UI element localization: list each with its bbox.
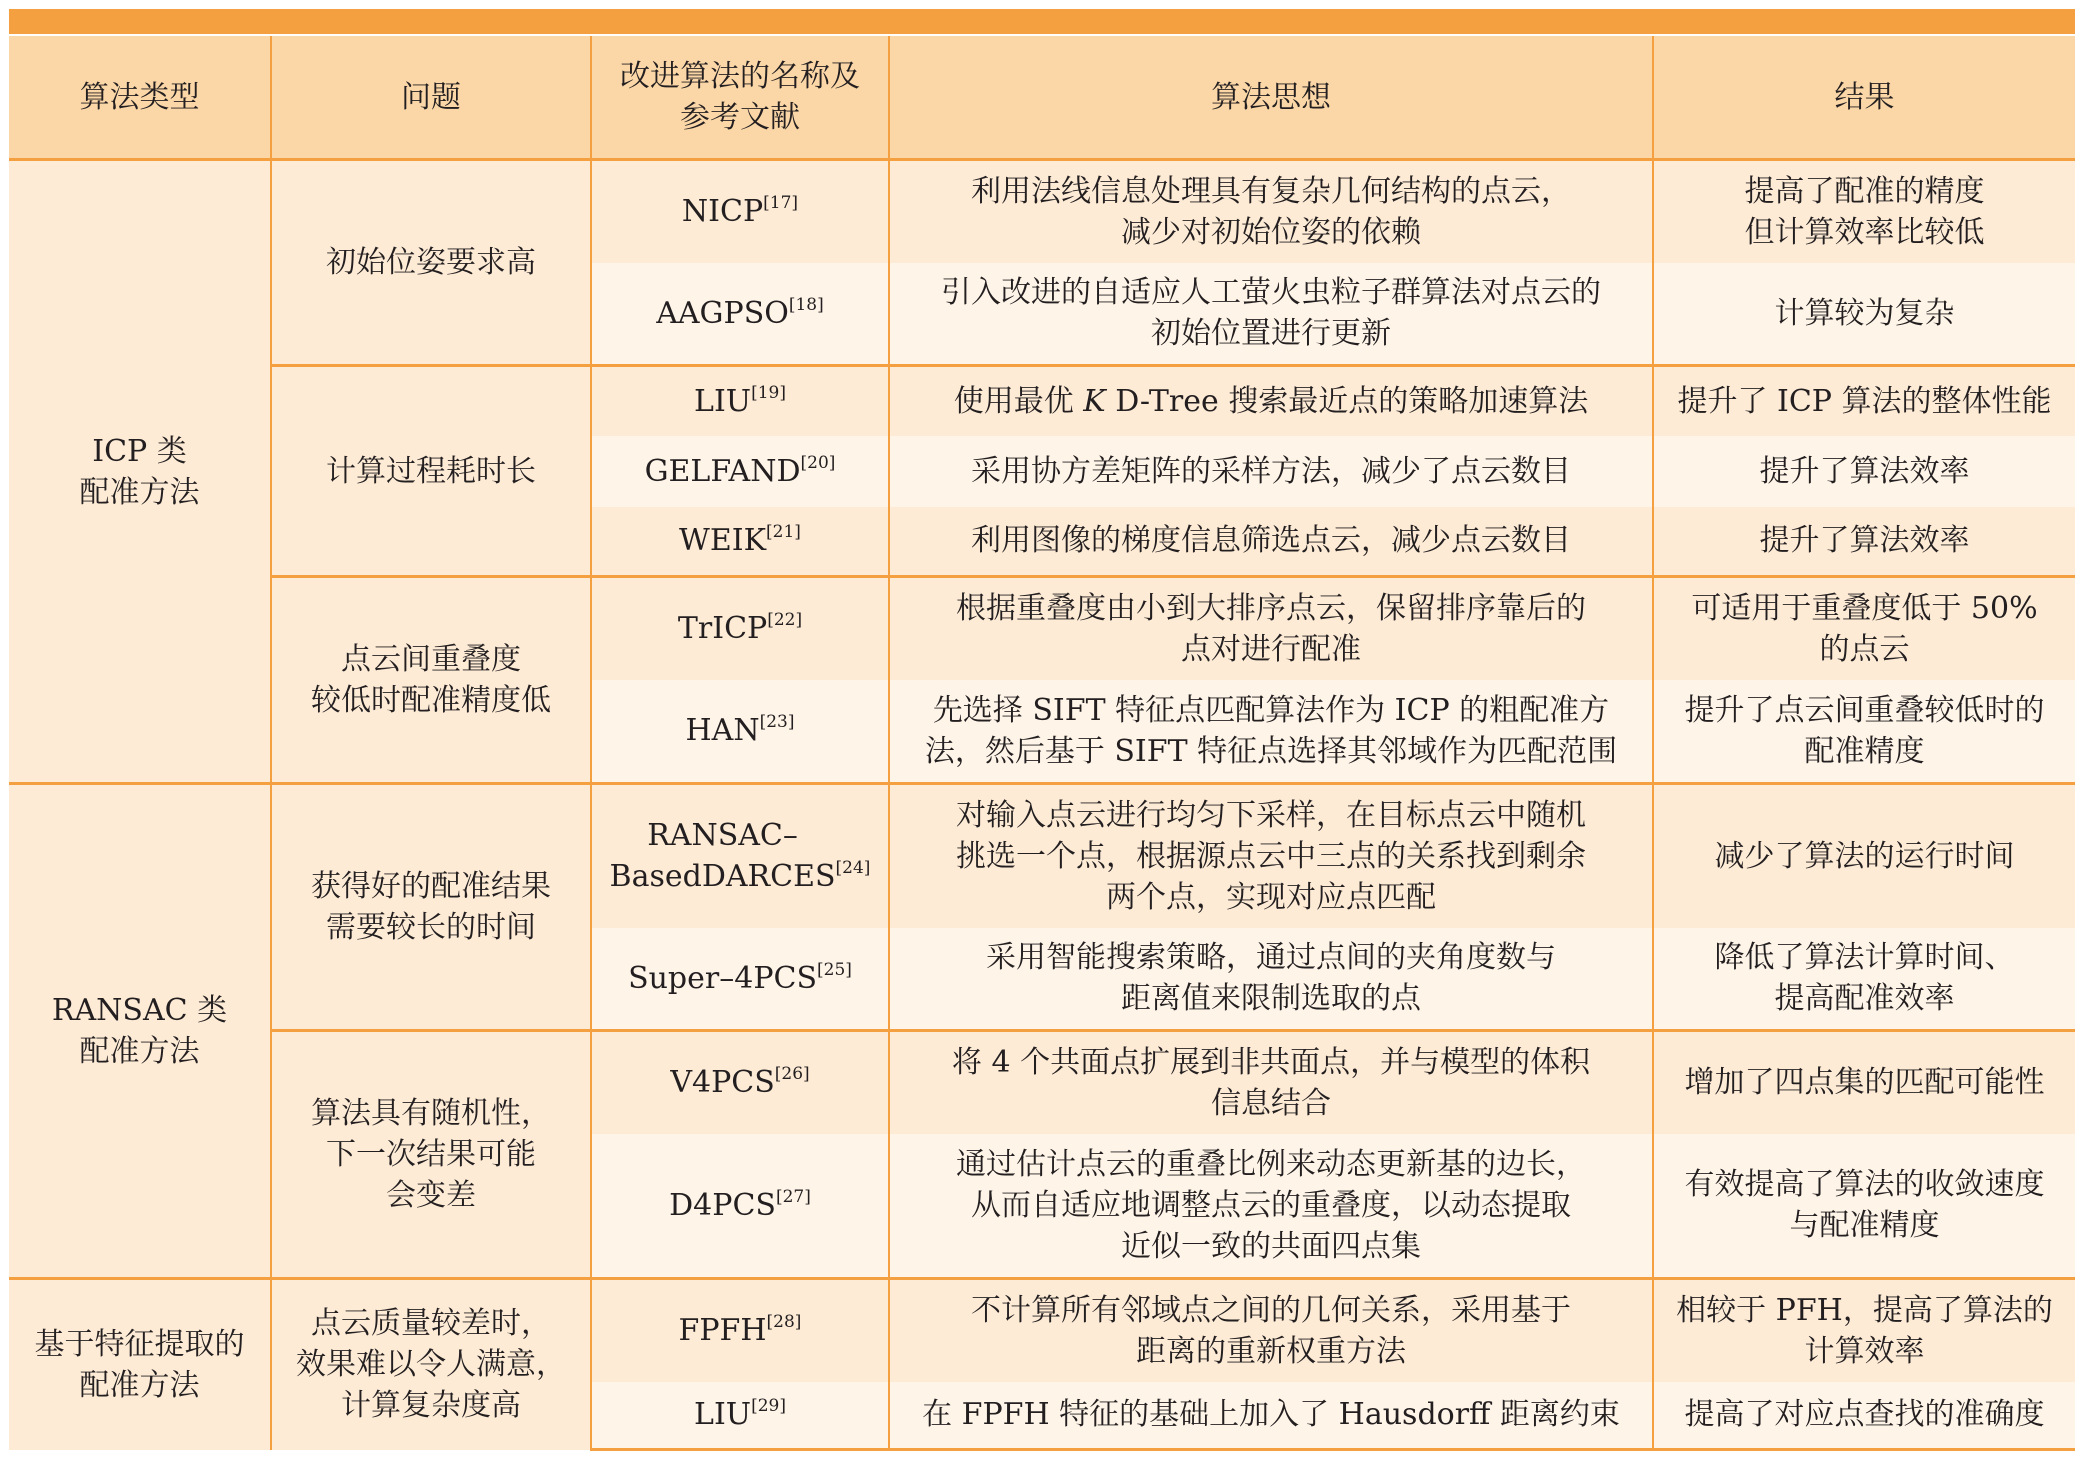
problem-cell <box>271 1031 591 1279</box>
header-improved-algorithm <box>591 36 889 160</box>
table-row <box>9 1031 2075 1134</box>
algorithm-name-cell: WEIK[21] <box>591 507 889 577</box>
algorithm-name-cell: LIU[19] <box>591 366 889 436</box>
text-line: 提升了 ICP 算法的整体性能 <box>1677 383 2052 419</box>
algorithm-idea-cell <box>889 1031 1653 1134</box>
algorithm-idea-cell <box>889 1279 1653 1382</box>
result-cell <box>1653 507 2075 577</box>
algorithm-idea-cell <box>889 680 1653 784</box>
text-line: 减少对初始位姿的依赖 <box>1121 214 1421 250</box>
header-algorithm-idea <box>889 36 1653 160</box>
text-line: 近似一致的共面四点集 <box>1121 1228 1421 1264</box>
algorithm-name-cell: RANSAC– BasedDARCES [24] <box>591 784 889 928</box>
text-line: 较低时配准精度低 <box>311 683 551 718</box>
text-line: 与配准精度 <box>1789 1208 1940 1244</box>
result-cell <box>1653 1382 2075 1450</box>
text-line: RANSAC 类 <box>51 993 228 1028</box>
text-line: 点云间重叠度 <box>341 642 521 677</box>
text-line: 提升了算法效率 <box>1759 453 1970 489</box>
result-cell <box>1653 577 2075 680</box>
text-line: 计算复杂度高 <box>341 1388 521 1424</box>
result-cell <box>1653 928 2075 1031</box>
text-line: 引入改进的自适应人工萤火虫粒子群算法对点云的 <box>941 275 1601 311</box>
text-line: 点云质量较差时， <box>311 1306 551 1342</box>
text-line: 对输入点云进行均匀下采样，在目标点云中随机 <box>956 797 1586 833</box>
text-line: 配准方法 <box>79 1367 200 1403</box>
text-line: 会变差 <box>386 1178 476 1213</box>
problem-cell <box>271 1279 591 1450</box>
text-line: 问题 <box>401 79 461 115</box>
table-row <box>9 160 2075 263</box>
text-line: 可适用于重叠度低于 50% <box>1691 590 2038 626</box>
text-line: 降低了算法计算时间、 <box>1714 940 2015 976</box>
algorithm-name-cell: Super–4PCS[25] <box>591 928 889 1031</box>
text-line: 两个点，实现对应点匹配 <box>1106 879 1436 915</box>
text-line: 法，然后基于 SIFT 特征点选择其邻域作为匹配范围 <box>924 733 1618 769</box>
result-cell <box>1653 160 2075 263</box>
problem-cell <box>271 160 591 366</box>
text-line: 配准方法 <box>79 1034 200 1069</box>
text-line: 有效提高了算法的收敛速度 <box>1684 1167 2045 1203</box>
text-line: 采用智能搜索策略，通过点间的夹角度数与 <box>986 940 1556 976</box>
comparison-table-container <box>9 9 2075 1451</box>
algorithm-name-cell: LIU[29] <box>591 1382 889 1450</box>
text-line: 提高配准效率 <box>1774 981 1955 1017</box>
problem-cell <box>271 366 591 577</box>
table-row <box>9 577 2075 680</box>
text-line: 基于特征提取的 <box>34 1326 245 1362</box>
algorithm-idea-cell <box>889 784 1653 928</box>
text-line: 参考文献 <box>680 100 800 135</box>
text-line: 点对进行配准 <box>1181 631 1361 667</box>
text-line: 先选择 SIFT 特征点匹配算法作为 ICP 的粗配准方 <box>932 692 1610 728</box>
algorithm-name-cell: HAN[23] <box>591 680 889 784</box>
algorithm-comparison-table <box>9 36 2075 1451</box>
algorithm-name-cell: GELFAND[20] <box>591 436 889 507</box>
text-line: 效果难以令人满意， <box>296 1347 566 1383</box>
algorithm-idea-cell <box>889 928 1653 1031</box>
text-line: 结果 <box>1834 79 1895 115</box>
result-cell <box>1653 436 2075 507</box>
algorithm-name-cell: D4PCS[27] <box>591 1134 889 1279</box>
text-line: 计算较为复杂 <box>1774 295 1955 331</box>
text-line: 利用图像的梯度信息筛选点云，减少点云数目 <box>971 523 1571 559</box>
text-line: 减少了算法的运行时间 <box>1714 838 2015 874</box>
text-line: 改进算法的名称及 <box>620 59 860 94</box>
algorithm-idea-cell <box>889 436 1653 507</box>
result-cell <box>1653 263 2075 366</box>
algorithm-type-cell <box>9 1279 271 1450</box>
algorithm-name-cell: FPFH[28] <box>591 1279 889 1382</box>
text-line: 从而自适应地调整点云的重叠度，以动态提取 <box>971 1187 1571 1223</box>
algorithm-type-cell <box>9 784 271 1279</box>
text-line: 采用协方差矩阵的采样方法，减少了点云数目 <box>971 453 1571 489</box>
algorithm-name-cell: AAGPSO[18] <box>591 263 889 366</box>
algorithm-idea-cell <box>889 507 1653 577</box>
text-line: 增加了四点集的匹配可能性 <box>1684 1065 2045 1101</box>
text-line: 但计算效率比较低 <box>1744 214 1985 250</box>
algorithm-name-cell: TrICP[22] <box>591 577 889 680</box>
text-line: 的点云 <box>1819 631 1910 667</box>
text-line: 初始位姿要求高 <box>326 245 536 280</box>
text-line: 根据重叠度由小到大排序点云，保留排序靠后的 <box>956 590 1586 626</box>
text-line: 提高了配准的精度 <box>1744 173 1985 209</box>
problem-cell <box>271 784 591 1031</box>
result-cell <box>1653 1134 2075 1279</box>
algorithm-name-cell: V4PCS[26] <box>591 1031 889 1134</box>
text-line: 配准精度 <box>1804 733 1925 769</box>
text-line: 计算过程耗时长 <box>326 453 536 489</box>
header-algorithm-type <box>9 36 271 160</box>
text-line: 不计算所有邻域点之间的几何关系，采用基于 <box>971 1292 1571 1328</box>
text-line: ICP 类 <box>92 433 187 469</box>
algorithm-idea-cell <box>889 1382 1653 1450</box>
problem-cell <box>271 577 591 784</box>
algorithm-type-cell <box>9 160 271 784</box>
header-result <box>1653 36 2075 160</box>
text-line: 提高了对应点查找的准确度 <box>1684 1397 2045 1433</box>
text-line: 计算效率 <box>1804 1333 1925 1369</box>
text-line: 算法具有随机性， <box>311 1096 551 1131</box>
text-line: 算法思想 <box>1211 79 1331 115</box>
header-problem <box>271 36 591 160</box>
table-row <box>9 366 2075 436</box>
result-cell <box>1653 784 2075 928</box>
header-row <box>9 36 2075 160</box>
text-line: 距离的重新权重方法 <box>1136 1333 1406 1369</box>
text-line: 提升了点云间重叠较低时的 <box>1684 692 2045 728</box>
table-top-rule <box>9 9 2075 36</box>
algorithm-idea-cell <box>889 160 1653 263</box>
text-line: 距离值来限制选取的点 <box>1121 981 1421 1017</box>
text-line: 将 4 个共面点扩展到非共面点，并与模型的体积 <box>951 1044 1591 1080</box>
text-line: 需要较长的时间 <box>326 910 536 945</box>
text-line: RANSAC– <box>647 818 798 854</box>
text-line: 获得好的配准结果 <box>311 869 551 904</box>
algorithm-idea-cell <box>889 1134 1653 1279</box>
algorithm-idea-cell: 使用最优 K D-Tree 搜索最近点的策略加速算法 <box>889 366 1653 436</box>
text-line: 利用法线信息处理具有复杂几何结构的点云， <box>971 173 1571 209</box>
text-line: 初始位置进行更新 <box>1151 316 1391 352</box>
text-line: 算法类型 <box>79 79 200 115</box>
text-line: 提升了算法效率 <box>1759 523 1970 559</box>
result-cell <box>1653 366 2075 436</box>
text-line: 通过估计点云的重叠比例来动态更新基的边长， <box>956 1146 1586 1182</box>
result-cell <box>1653 1031 2075 1134</box>
text-line: BasedDARCES <box>609 859 836 895</box>
text-line: 配准方法 <box>79 474 200 510</box>
result-cell <box>1653 1279 2075 1382</box>
text-line: 下一次结果可能 <box>326 1137 536 1172</box>
table-row <box>9 1279 2075 1382</box>
algorithm-name-cell: NICP[17] <box>591 160 889 263</box>
text-line: 在 FPFH 特征的基础上加入了 Hausdorff 距离约束 <box>922 1397 1620 1433</box>
result-cell <box>1653 680 2075 784</box>
algorithm-idea-cell <box>889 577 1653 680</box>
text-line: 挑选一个点，根据源点云中三点的关系找到剩余 <box>956 838 1586 874</box>
table-row <box>9 784 2075 928</box>
text-line: 相较于 PFH，提高了算法的 <box>1676 1292 2053 1328</box>
algorithm-idea-cell <box>889 263 1653 366</box>
text-line: 信息结合 <box>1211 1085 1331 1121</box>
